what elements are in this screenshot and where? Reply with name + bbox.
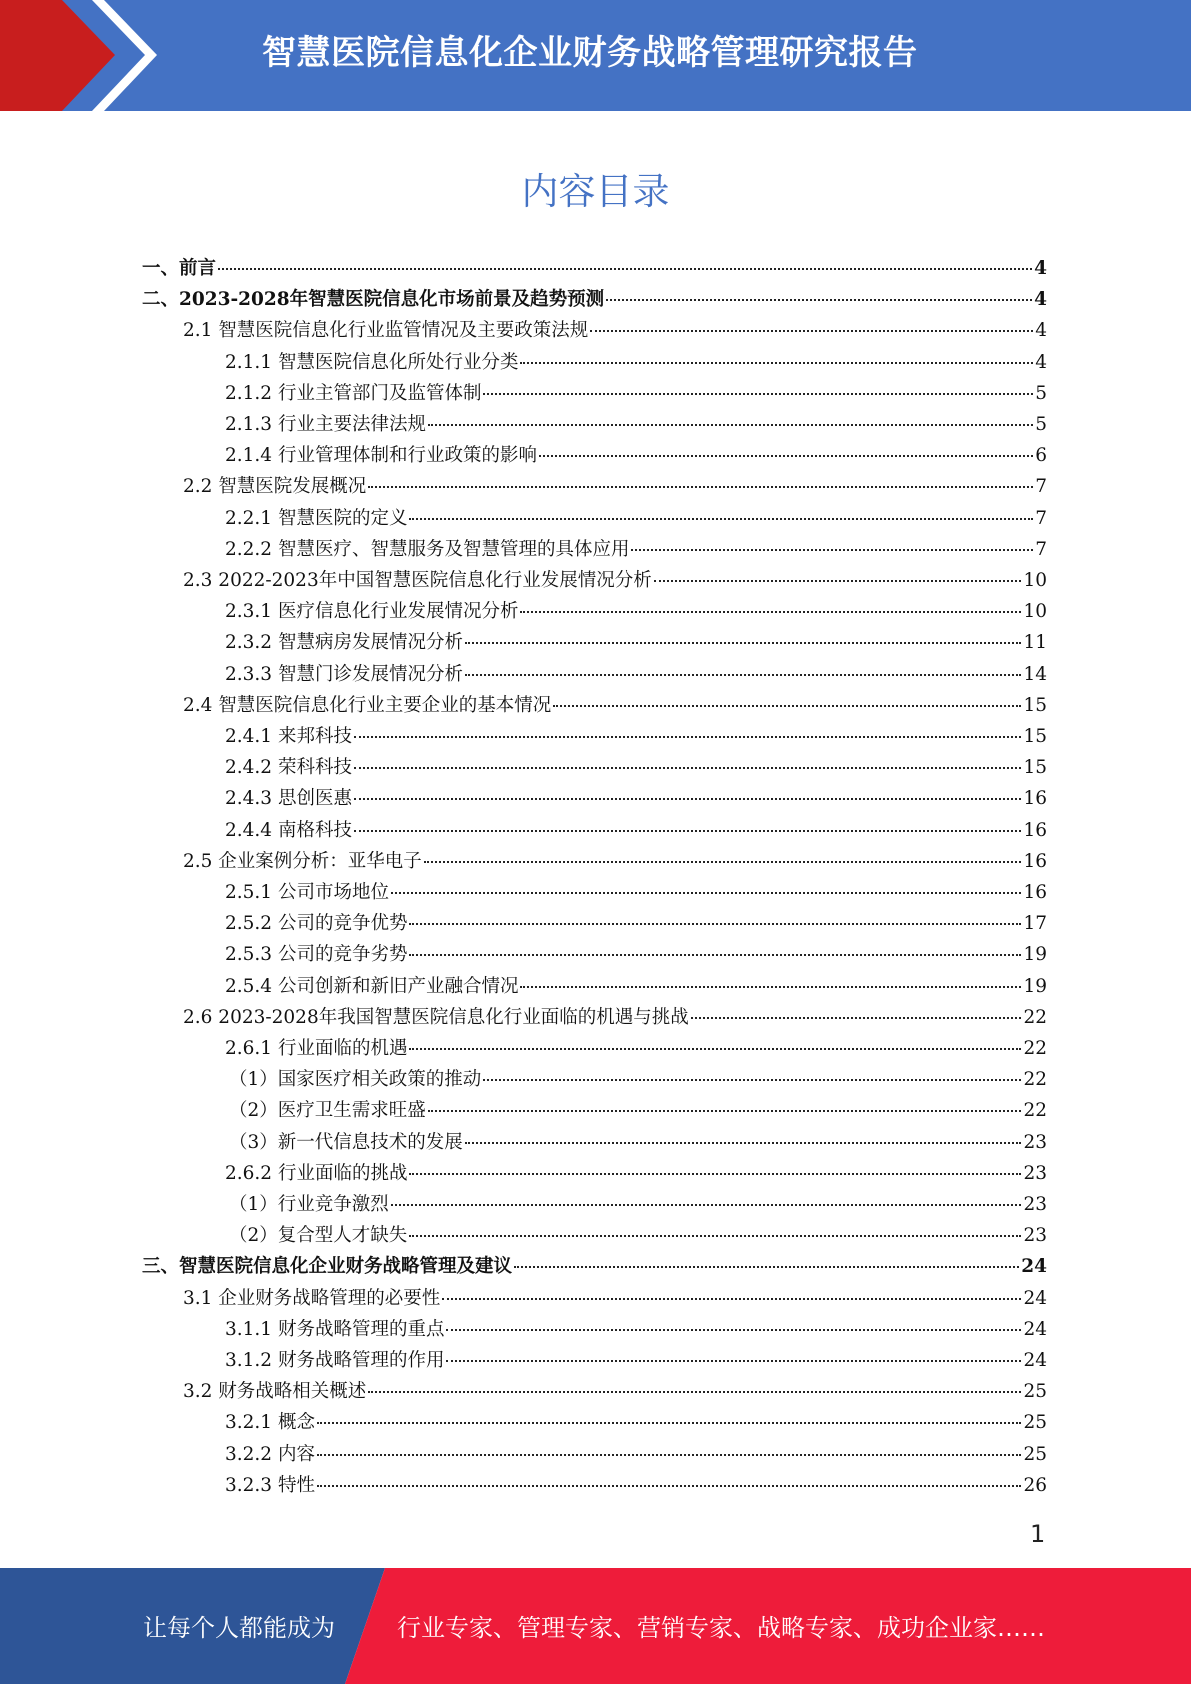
toc-entry[interactable]: [183, 565, 1047, 596]
toc-dot-leader: [631, 549, 1033, 551]
page-footer: [0, 1568, 1191, 1684]
toc-entry-title: 2.5.2 公司的竞争优势: [225, 913, 408, 934]
toc-dot-leader: [354, 830, 1022, 832]
toc-entry-title: 2.3.3 智慧门诊发展情况分析: [225, 664, 463, 685]
footer-slogan-right: 行业专家、管理专家、营销专家、战略专家、成功企业家……: [397, 1614, 1045, 1642]
toc-entry[interactable]: [142, 253, 1047, 284]
toc-dot-leader: [354, 736, 1022, 738]
toc-entry-title: 2.5.4 公司创新和新旧产业融合情况: [225, 976, 519, 997]
toc-entry[interactable]: [225, 596, 1047, 627]
toc-entry-title: 2.1.4 行业管理体制和行业政策的影响: [225, 445, 537, 466]
toc-entry[interactable]: [229, 1220, 1047, 1251]
toc-entry[interactable]: [225, 1439, 1047, 1470]
toc-entry-page: 26: [1023, 1475, 1047, 1496]
toc-entry-page: 4: [1035, 320, 1047, 341]
toc-dot-leader: [465, 1142, 1022, 1144]
toc-entry-page: 4: [1035, 352, 1047, 373]
toc-entry-page: 25: [1023, 1412, 1047, 1433]
toc-entry[interactable]: [225, 534, 1047, 565]
toc-entry-title: 3.1 企业财务战略管理的必要性: [183, 1288, 441, 1309]
toc-entry-title: 2.4.2 荣科科技: [225, 757, 352, 778]
toc-entry-page: 22: [1023, 1100, 1047, 1121]
toc-entry-title: 3.2.2 内容: [225, 1444, 315, 1465]
toc-entry-page: 23: [1023, 1163, 1047, 1184]
toc-entry-page: 25: [1023, 1444, 1047, 1465]
toc-entry-page: 14: [1023, 664, 1047, 685]
toc-entry[interactable]: [225, 659, 1047, 690]
toc-entry-title: 2.4.1 来邦科技: [225, 726, 352, 747]
toc-entry[interactable]: [225, 721, 1047, 752]
toc-dot-leader: [317, 1454, 1022, 1456]
toc-entry[interactable]: [225, 815, 1047, 846]
toc-entry-title: 2.1.1 智慧医院信息化所处行业分类: [225, 352, 519, 373]
toc-entry[interactable]: [183, 690, 1047, 721]
toc-entry-title: 2.2 智慧医院发展概况: [183, 476, 367, 497]
toc-dot-leader: [424, 861, 1022, 863]
toc-entry[interactable]: [225, 1314, 1047, 1345]
toc-dot-leader: [317, 1485, 1022, 1487]
toc-entry[interactable]: [225, 939, 1047, 970]
toc-heading: 内容目录: [521, 170, 670, 213]
toc-entry-title: （1）国家医疗相关政策的推动: [229, 1069, 482, 1090]
toc-dot-leader: [520, 362, 1033, 364]
toc-entry-page: 24: [1023, 1288, 1047, 1309]
toc-entry[interactable]: [225, 877, 1047, 908]
toc-dot-leader: [539, 455, 1033, 457]
toc-entry[interactable]: [183, 1376, 1047, 1407]
toc-entry-page: 16: [1023, 820, 1047, 841]
toc-entry[interactable]: [183, 1002, 1047, 1033]
toc-entry-page: 23: [1023, 1194, 1047, 1215]
toc-entry[interactable]: [225, 378, 1047, 409]
toc-entry-title: （1）行业竞争激烈: [229, 1194, 389, 1215]
toc-entry-title: 2.1 智慧医院信息化行业监管情况及主要政策法规: [183, 320, 589, 341]
report-title: 智慧医院信息化企业财务战略管理研究报告: [262, 33, 918, 73]
toc-dot-leader: [654, 580, 1022, 582]
toc-entry-page: 6: [1035, 445, 1047, 466]
toc-dot-leader: [428, 1110, 1022, 1112]
toc-entry-page: 4: [1034, 258, 1047, 279]
toc-entry-title: 2.5 企业案例分析：亚华电子: [183, 851, 422, 872]
toc-entry[interactable]: [183, 846, 1047, 877]
toc-entry-page: 17: [1023, 913, 1047, 934]
toc-entry-page: 24: [1023, 1319, 1047, 1340]
toc-dot-leader: [483, 1079, 1021, 1081]
toc-entry[interactable]: [142, 1251, 1047, 1282]
toc-entry-title: 2.3 2022-2023年中国智慧医院信息化行业发展情况分析: [183, 570, 652, 591]
toc-entry-title: 一、前言: [142, 258, 217, 279]
toc-entry-title: 2.4.4 南格科技: [225, 820, 352, 841]
toc-entry-page: 10: [1023, 570, 1047, 591]
toc-entry[interactable]: [225, 503, 1047, 534]
toc-entry[interactable]: [225, 440, 1047, 471]
toc-entry-title: 3.1.2 财务战略管理的作用: [225, 1350, 445, 1371]
toc-entry[interactable]: [229, 1189, 1047, 1220]
toc-dot-leader: [368, 486, 1033, 488]
toc-entry-page: 16: [1023, 851, 1047, 872]
toc-entry[interactable]: [225, 908, 1047, 939]
toc-entry[interactable]: [225, 1033, 1047, 1064]
toc-dot-leader: [368, 1391, 1021, 1393]
toc-entry[interactable]: [225, 1470, 1047, 1501]
toc-entry[interactable]: [225, 1158, 1047, 1189]
toc-dot-leader: [354, 767, 1022, 769]
toc-dot-leader: [409, 1048, 1021, 1050]
toc-entry[interactable]: [225, 971, 1047, 1002]
toc-entry[interactable]: [142, 284, 1047, 315]
toc-dot-leader: [354, 798, 1022, 800]
toc-dot-leader: [514, 1266, 1019, 1268]
footer-slogan-left: 让每个人都能成为: [143, 1614, 335, 1642]
toc-dot-leader: [446, 1360, 1021, 1362]
toc-entry[interactable]: [225, 752, 1047, 783]
toc-entry-title: （2）医疗卫生需求旺盛: [229, 1100, 426, 1121]
toc-entry-title: 2.4 智慧医院信息化行业主要企业的基本情况: [183, 695, 552, 716]
toc-dot-leader: [442, 1298, 1021, 1300]
toc-entry-title: 2.1.2 行业主管部门及监管体制: [225, 383, 482, 404]
toc-dot-leader: [465, 642, 1021, 644]
toc-entry-title: 3.2.3 特性: [225, 1475, 315, 1496]
toc-dot-leader: [446, 1329, 1021, 1331]
toc-entry-page: 15: [1023, 726, 1047, 747]
toc-entry[interactable]: [225, 409, 1047, 440]
toc-entry[interactable]: [229, 1064, 1047, 1095]
toc-dot-leader: [428, 424, 1033, 426]
toc-dot-leader: [218, 268, 1032, 270]
toc-entry-page: 11: [1023, 632, 1047, 653]
toc-entry-page: 22: [1023, 1007, 1047, 1028]
toc-dot-leader: [391, 1204, 1022, 1206]
toc-entry[interactable]: [183, 471, 1047, 502]
toc-dot-leader: [553, 705, 1021, 707]
toc-entry-page: 23: [1023, 1225, 1047, 1246]
toc-entry[interactable]: [183, 315, 1047, 346]
toc-dot-leader: [409, 518, 1033, 520]
toc-dot-leader: [691, 1017, 1022, 1019]
toc-dot-leader: [391, 892, 1021, 894]
toc-entry-page: 23: [1023, 1132, 1047, 1153]
toc-entry-page: 4: [1034, 289, 1047, 310]
toc-entry-page: 24: [1021, 1256, 1047, 1277]
toc-entry[interactable]: [229, 1127, 1047, 1158]
toc-dot-leader: [483, 393, 1033, 395]
toc-entry-title: 2.2.1 智慧医院的定义: [225, 508, 408, 529]
toc-entry[interactable]: [225, 627, 1047, 658]
toc-entry-page: 5: [1035, 414, 1047, 435]
toc-entry-page: 22: [1023, 1038, 1047, 1059]
toc-entry[interactable]: [225, 1345, 1047, 1376]
toc-dot-leader: [465, 674, 1021, 676]
toc-entry-title: 2.6 2023-2028年我国智慧医院信息化行业面临的机遇与挑战: [183, 1007, 689, 1028]
toc-entry-page: 16: [1023, 882, 1047, 903]
toc-entry-title: 2.1.3 行业主要法律法规: [225, 414, 426, 435]
page-number: 1: [1030, 1520, 1046, 1548]
toc-dot-leader: [606, 299, 1032, 301]
toc-dot-leader: [520, 986, 1021, 988]
toc-entry-title: 2.3.1 医疗信息化行业发展情况分析: [225, 601, 519, 622]
toc-entry-title: 2.3.2 智慧病房发展情况分析: [225, 632, 463, 653]
toc-entry[interactable]: [229, 1095, 1047, 1126]
toc-entry[interactable]: [225, 347, 1047, 378]
toc-entry[interactable]: [225, 1407, 1047, 1438]
toc-entry-title: 三、智慧医院信息化企业财务战略管理及建议: [142, 1256, 513, 1277]
toc-entry-title: 2.6.2 行业面临的挑战: [225, 1163, 408, 1184]
toc-entry-page: 19: [1023, 976, 1047, 997]
toc-dot-leader: [409, 1235, 1021, 1237]
toc-entry[interactable]: [183, 1283, 1047, 1314]
toc-dot-leader: [520, 611, 1021, 613]
toc-entry-title: 3.2.1 概念: [225, 1412, 315, 1433]
toc-entry-page: 24: [1023, 1350, 1047, 1371]
toc-dot-leader: [409, 1173, 1021, 1175]
toc-entry-title: （3）新一代信息技术的发展: [229, 1132, 463, 1153]
toc-entry-page: 25: [1023, 1381, 1047, 1402]
toc-entry-title: 3.1.1 财务战略管理的重点: [225, 1319, 445, 1340]
toc-entry-page: 15: [1023, 695, 1047, 716]
toc-entry-page: 7: [1035, 508, 1047, 529]
toc-entry-page: 7: [1035, 476, 1047, 497]
toc-entry-title: 2.6.1 行业面临的机遇: [225, 1038, 408, 1059]
toc-entry-title: 2.5.1 公司市场地位: [225, 882, 389, 903]
toc-entry-title: 2.2.2 智慧医疗、智慧服务及智慧管理的具体应用: [225, 539, 630, 560]
toc-entry-page: 15: [1023, 757, 1047, 778]
toc-dot-leader: [409, 954, 1021, 956]
toc-entry-title: 2.4.3 思创医惠: [225, 788, 352, 809]
toc-entry-page: 19: [1023, 944, 1047, 965]
toc-entry-title: 2.5.3 公司的竞争劣势: [225, 944, 408, 965]
toc-entry-page: 16: [1023, 788, 1047, 809]
toc-entry-page: 10: [1023, 601, 1047, 622]
toc-entry-title: 二、2023-2028年智慧医院信息化市场前景及趋势预测: [142, 289, 605, 310]
toc-entry[interactable]: [225, 783, 1047, 814]
toc-dot-leader: [317, 1422, 1022, 1424]
toc-entry-title: 3.2 财务战略相关概述: [183, 1381, 367, 1402]
toc-entry-page: 7: [1035, 539, 1047, 560]
toc-entry-title: （2）复合型人才缺失: [229, 1225, 408, 1246]
page-header: [0, 0, 1191, 111]
toc-dot-leader: [590, 330, 1033, 332]
toc-entry-page: 5: [1035, 383, 1047, 404]
toc-dot-leader: [409, 923, 1021, 925]
toc-entry-page: 22: [1023, 1069, 1047, 1090]
